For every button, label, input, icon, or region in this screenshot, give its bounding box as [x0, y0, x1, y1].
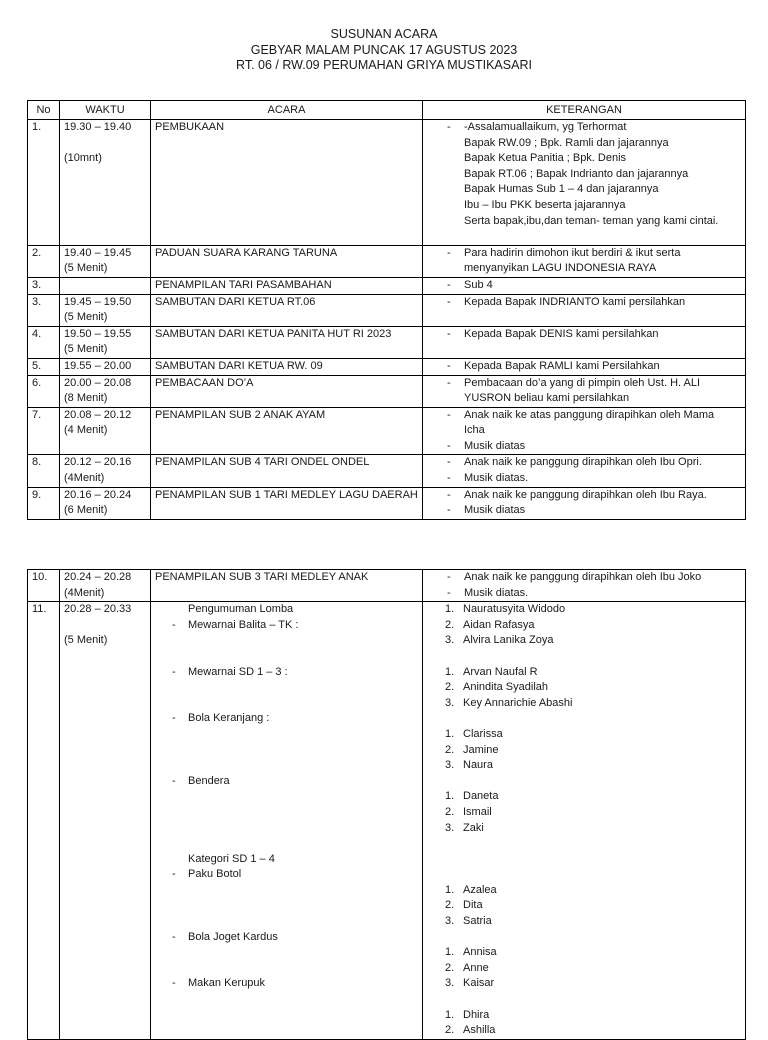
- table-row: [28, 294, 746, 326]
- cell-acara-item: [155, 789, 422, 805]
- table-row: [28, 455, 746, 487]
- list-text: Anak naik ke panggung dirapihkan oleh Ibu Opri.: [464, 456, 702, 469]
- cell-no-text: 6.: [32, 376, 42, 389]
- cell-no-text: 1.: [32, 121, 42, 133]
- cell-acara: [151, 570, 423, 602]
- title-line-2: GEBYAR MALAM PUNCAK 17 AGUSTUS 2023: [250, 42, 518, 57]
- cell-waktu-line: [64, 618, 150, 634]
- list-text: Musik diatas: [464, 439, 526, 452]
- list-marker: 2.: [445, 805, 455, 818]
- table-body-1: [28, 120, 746, 520]
- list-text: Satria: [463, 915, 492, 928]
- cell-keterangan-item: [427, 586, 745, 602]
- table-row: [28, 245, 746, 277]
- list-text: Bendera: [188, 774, 230, 787]
- cell-no: [28, 375, 60, 407]
- list-text: -Assalamuallaikum, yg Terhormat: [464, 121, 627, 133]
- list-marker: -: [172, 868, 176, 881]
- list-text: Jamine: [463, 743, 499, 756]
- cell-acara: [151, 375, 423, 407]
- table-row: [28, 602, 746, 1040]
- list-marker: -: [447, 456, 451, 469]
- cell-no-text: 8.: [32, 456, 42, 469]
- list-text: Mewarnai SD 1 – 3 :: [188, 665, 288, 678]
- cell-keterangan-item: [427, 867, 745, 883]
- cell-waktu: [60, 326, 151, 358]
- cell-no: [28, 407, 60, 455]
- list-text: Anindita Syadilah: [463, 681, 549, 694]
- cell-acara-text: PENAMPILAN SUB 1 TARI MEDLEY LAGU DAERAH: [155, 488, 418, 501]
- cell-acara-item: [155, 680, 422, 696]
- cell-keterangan-item: [427, 229, 745, 245]
- cell-no-text: 2.: [32, 246, 42, 259]
- list-text: Azalea: [463, 883, 497, 896]
- cell-waktu-line: (5 Menit): [64, 343, 108, 356]
- cell-acara-text: SAMBUTAN DARI KETUA RT.06: [155, 295, 316, 308]
- cell-no: [28, 245, 60, 277]
- cell-acara-item: [155, 758, 422, 774]
- list-marker: 3.: [445, 634, 455, 647]
- cell-keterangan-item: [427, 1023, 745, 1039]
- cell-acara-text: PENAMPILAN SUB 4 TARI ONDEL ONDEL: [155, 456, 370, 469]
- list-text: Musik diatas.: [464, 472, 529, 485]
- list-text: Musik diatas: [464, 504, 526, 517]
- list-marker: -: [172, 665, 176, 678]
- list-text: Arvan Naufal R: [463, 665, 538, 678]
- cell-acara-text: PENAMPILAN SUB 3 TARI MEDLEY ANAK: [155, 571, 369, 583]
- header-keterangan: KETERANGAN: [423, 101, 746, 120]
- cell-acara-item: [155, 805, 422, 821]
- cell-waktu-line: (5 Menit): [64, 311, 108, 324]
- list-text: Pengumuman Lomba: [188, 603, 294, 616]
- cell-waktu-line: 19.40 – 19.45: [64, 246, 132, 259]
- cell-keterangan: [423, 602, 746, 1040]
- cell-keterangan-item: [427, 151, 745, 167]
- cell-keterangan: [423, 570, 746, 602]
- cell-waktu: [60, 358, 151, 375]
- cell-keterangan-item: [427, 408, 745, 424]
- header-no: No: [28, 101, 60, 120]
- list-text: Sub 4: [464, 278, 493, 291]
- cell-waktu: [60, 245, 151, 277]
- cell-acara: [151, 120, 423, 246]
- cell-waktu-line: 20.08 – 20.12: [64, 408, 132, 421]
- list-text: Dita: [463, 899, 483, 912]
- cell-acara: [151, 277, 423, 294]
- cell-acara-item: [155, 602, 422, 618]
- cell-waktu: [60, 455, 151, 487]
- list-marker: 1.: [445, 1008, 455, 1021]
- list-marker: 2.: [445, 961, 455, 974]
- cell-keterangan-item: [427, 246, 745, 262]
- title-line-1: SUSUNAN ACARA: [330, 27, 438, 41]
- list-marker: 1.: [445, 946, 455, 959]
- list-text: Pembacaan do’a yang di pimpin oleh Ust. H. ALI: [464, 376, 701, 389]
- cell-keterangan-item: [427, 488, 745, 504]
- list-text: Anak naik ke panggung dirapihkan oleh Ibu Joko: [464, 571, 702, 583]
- list-text: Daneta: [463, 790, 499, 803]
- cell-acara-text: SAMBUTAN DARI KETUA PANITA HUT RI 2023: [155, 327, 392, 340]
- list-marker: 3.: [445, 696, 455, 709]
- cell-waktu-line: [64, 136, 150, 152]
- cell-waktu: [60, 277, 151, 294]
- cell-acara: [151, 358, 423, 375]
- cell-no: [28, 294, 60, 326]
- list-marker: -: [447, 246, 451, 259]
- table-row: [28, 277, 746, 294]
- table-body-2: [28, 570, 746, 1040]
- list-text: Bola Keranjang :: [188, 712, 270, 725]
- cell-keterangan: [423, 487, 746, 519]
- cell-keterangan-item: [427, 821, 745, 837]
- cell-keterangan-item: [427, 961, 745, 977]
- cell-waktu-line: [64, 278, 150, 294]
- cell-acara-item: [155, 961, 422, 977]
- list-marker: 2.: [445, 681, 455, 694]
- list-text: Bapak RW.09 ; Bpk. Ramli dan jajarannya: [464, 136, 669, 149]
- cell-keterangan-item: [427, 391, 745, 407]
- cell-keterangan-item: [427, 214, 745, 230]
- table-row: [28, 487, 746, 519]
- cell-keterangan-item: [427, 278, 745, 294]
- cell-acara-item: [155, 727, 422, 743]
- list-marker: 1.: [445, 603, 455, 616]
- cell-keterangan-item: [427, 376, 745, 392]
- cell-acara-text: PEMBACAAN DO’A: [155, 376, 254, 389]
- cell-waktu-line: 19.45 – 19.50: [64, 295, 132, 308]
- cell-acara-item: [155, 665, 422, 681]
- cell-acara-item: [155, 618, 422, 634]
- cell-waktu: [60, 120, 151, 246]
- list-marker: -: [447, 295, 451, 308]
- cell-waktu-line: 20.24 – 20.28: [64, 571, 132, 583]
- cell-keterangan-item: [427, 758, 745, 774]
- list-text: Ismail: [463, 805, 492, 818]
- cell-no-text: 11.: [32, 603, 47, 616]
- cell-keterangan-item: [427, 727, 745, 743]
- list-marker: 2.: [445, 743, 455, 756]
- list-marker: -: [447, 439, 451, 452]
- cell-keterangan-item: [427, 439, 745, 455]
- cell-keterangan: [423, 245, 746, 277]
- cell-keterangan-item: [427, 618, 745, 634]
- cell-acara: [151, 602, 423, 1040]
- list-text: Nauratusyita Widodo: [463, 603, 566, 616]
- cell-keterangan-item: [427, 182, 745, 198]
- list-marker: 3.: [445, 821, 455, 834]
- cell-acara-item: [155, 836, 422, 852]
- list-text: Makan Kerupuk: [188, 977, 266, 990]
- list-text: Paku Botol: [188, 868, 242, 881]
- cell-acara-item: [155, 774, 422, 790]
- cell-acara-item: [155, 852, 422, 868]
- cell-keterangan: [423, 455, 746, 487]
- list-text: Zaki: [463, 821, 484, 834]
- list-marker: -: [447, 488, 451, 501]
- cell-waktu-line: (10mnt): [64, 152, 102, 165]
- list-text: Anak naik ke panggung dirapihkan oleh Ibu Raya.: [464, 488, 707, 501]
- cell-acara-item: [155, 898, 422, 914]
- cell-no-text: 3.: [32, 295, 42, 308]
- cell-acara-text: SAMBUTAN DARI KETUA RW. 09: [155, 359, 323, 372]
- list-text: Clarissa: [463, 727, 503, 740]
- cell-keterangan: [423, 375, 746, 407]
- cell-keterangan-item: [427, 1008, 745, 1024]
- cell-keterangan-item: [427, 945, 745, 961]
- cell-waktu-line: 20.28 – 20.33: [64, 603, 132, 616]
- list-text: Anak naik ke atas panggung dirapihkan oleh Mama: [464, 408, 715, 421]
- cell-keterangan-item: [427, 743, 745, 759]
- cell-keterangan-item: [427, 633, 745, 649]
- cell-keterangan: [423, 326, 746, 358]
- list-marker: 1.: [445, 883, 455, 896]
- cell-waktu-line: (4 Menit): [64, 424, 108, 437]
- list-text: Icha: [464, 424, 485, 437]
- list-marker: -: [172, 618, 176, 631]
- cell-keterangan: [423, 407, 746, 455]
- cell-acara-item: [155, 649, 422, 665]
- cell-waktu: [60, 294, 151, 326]
- cell-keterangan-item: [427, 665, 745, 681]
- list-text: Key Annarichie Abashi: [463, 696, 573, 709]
- cell-no: [28, 326, 60, 358]
- cell-no-text: 5.: [32, 359, 42, 372]
- list-text: Naura: [463, 759, 493, 772]
- list-text: Kepada Bapak INDRIANTO kami persilahkan: [464, 295, 686, 308]
- cell-keterangan-item: [427, 295, 745, 311]
- list-marker: -: [447, 359, 451, 372]
- cell-keterangan-item: [427, 883, 745, 899]
- list-marker: -: [172, 712, 176, 725]
- cell-no: [28, 455, 60, 487]
- cell-keterangan-item: [427, 423, 745, 439]
- list-marker: -: [447, 472, 451, 485]
- list-marker: 1.: [445, 790, 455, 803]
- table-row: [28, 570, 746, 602]
- list-text: Kategori SD 1 – 4: [188, 852, 275, 865]
- cell-acara: [151, 487, 423, 519]
- list-marker: 3.: [445, 759, 455, 772]
- list-text: Bola Joget Kardus: [188, 930, 278, 943]
- cell-no-text: 4.: [32, 327, 42, 340]
- cell-keterangan-item: [427, 261, 745, 277]
- cell-keterangan-item: [427, 120, 745, 136]
- cell-keterangan-item: [427, 198, 745, 214]
- cell-no-text: 7.: [32, 408, 42, 421]
- cell-acara: [151, 294, 423, 326]
- cell-keterangan-item: [427, 471, 745, 487]
- list-marker: -: [447, 571, 451, 583]
- cell-acara: [151, 407, 423, 455]
- cell-keterangan-item: [427, 774, 745, 790]
- cell-keterangan-item: [427, 602, 745, 618]
- list-marker: 2.: [445, 618, 455, 631]
- cell-acara-item: [155, 743, 422, 759]
- cell-waktu-line: 19.55 – 20.00: [64, 359, 132, 372]
- list-text: Aidan Rafasya: [463, 618, 535, 631]
- cell-waktu-line: (4Menit): [64, 586, 105, 599]
- list-text: Mewarnai Balita – TK :: [188, 618, 299, 631]
- cell-acara-text: PENAMPILAN SUB 2 ANAK AYAM: [155, 408, 326, 421]
- cell-no-text: 10.: [32, 571, 48, 583]
- cell-acara-item: [155, 696, 422, 712]
- cell-keterangan-item: [427, 167, 745, 183]
- cell-keterangan: [423, 294, 746, 326]
- list-text: Musik diatas.: [464, 586, 529, 599]
- cell-acara-text: PENAMPILAN TARI PASAMBAHAN: [155, 278, 332, 291]
- document-title: [0, 27, 768, 74]
- cell-keterangan-item: [427, 359, 745, 375]
- cell-keterangan-item: [427, 852, 745, 868]
- cell-no: [28, 487, 60, 519]
- cell-waktu: [60, 487, 151, 519]
- cell-acara-text: PEMBUKAAN: [155, 121, 225, 133]
- cell-keterangan: [423, 358, 746, 375]
- list-text: Serta bapak,ibu,dan teman- teman yang kami cintai.: [464, 214, 719, 227]
- cell-waktu-line: (8 Menit): [64, 392, 108, 405]
- list-text: Para hadirin dimohon ikut berdiri & ikut serta: [464, 246, 681, 259]
- cell-keterangan-item: [427, 327, 745, 343]
- cell-no: [28, 570, 60, 602]
- cell-acara-item: [155, 992, 422, 1008]
- cell-waktu: [60, 407, 151, 455]
- table-row: [28, 375, 746, 407]
- cell-keterangan-item: [427, 976, 745, 992]
- list-marker: -: [447, 121, 451, 133]
- cell-keterangan-item: [427, 898, 745, 914]
- table-header-row: [28, 101, 746, 120]
- title-line-3: RT. 06 / RW.09 PERUMAHAN GRIYA MUSTIKASARI: [236, 58, 532, 72]
- list-marker: -: [172, 977, 176, 990]
- cell-acara: [151, 455, 423, 487]
- cell-waktu: [60, 375, 151, 407]
- cell-acara-item: [155, 1008, 422, 1024]
- list-marker: -: [447, 327, 451, 340]
- cell-no: [28, 358, 60, 375]
- cell-no-text: 9.: [32, 488, 42, 501]
- list-marker: 1.: [445, 665, 455, 678]
- cell-no: [28, 602, 60, 1040]
- cell-acara-item: [155, 867, 422, 883]
- cell-keterangan-item: [427, 930, 745, 946]
- list-marker: -: [172, 774, 176, 787]
- cell-waktu-line: 19.30 – 19.40: [64, 121, 132, 133]
- cell-keterangan-item: [427, 805, 745, 821]
- cell-acara-text: PADUAN SUARA KARANG TARUNA: [155, 246, 338, 259]
- list-text: Bapak Ketua Panitia ; Bpk. Denis: [464, 152, 627, 165]
- list-marker: 2.: [445, 1024, 455, 1037]
- cell-acara-item: [155, 914, 422, 930]
- list-text: Dhira: [463, 1008, 490, 1021]
- header-acara: ACARA: [151, 101, 423, 120]
- list-text: Kepada Bapak DENIS kami persilahkan: [464, 327, 659, 340]
- header-waktu: WAKTU: [60, 101, 151, 120]
- cell-acara-item: [155, 821, 422, 837]
- cell-keterangan-item: [427, 680, 745, 696]
- cell-keterangan-item: [427, 711, 745, 727]
- cell-waktu-line: (6 Menit): [64, 504, 108, 517]
- cell-acara: [151, 326, 423, 358]
- cell-waktu-line: 20.00 – 20.08: [64, 376, 132, 389]
- list-text: menyanyikan LAGU INDONESIA RAYA: [464, 262, 657, 275]
- cell-keterangan-item: [427, 992, 745, 1008]
- cell-waktu-line: (5 Menit): [64, 634, 108, 647]
- cell-keterangan-item: [427, 914, 745, 930]
- cell-waktu-line: 20.16 – 20.24: [64, 488, 132, 501]
- list-text: Bapak RT.06 ; Bapak Indrianto dan jajarannya: [464, 167, 689, 180]
- cell-acara-item: [155, 711, 422, 727]
- list-marker: -: [447, 278, 451, 291]
- list-text: YUSRON beliau kami persilahkan: [464, 392, 630, 405]
- table-row: [28, 358, 746, 375]
- list-marker: 1.: [445, 727, 455, 740]
- cell-acara-item: [155, 633, 422, 649]
- list-marker: 2.: [445, 899, 455, 912]
- cell-keterangan-item: [427, 836, 745, 852]
- cell-keterangan-item: [427, 696, 745, 712]
- list-marker: -: [447, 408, 451, 421]
- schedule-table-1: [27, 100, 746, 520]
- cell-waktu-line: (5 Menit): [64, 262, 108, 275]
- list-marker: -: [447, 376, 451, 389]
- cell-waktu: [60, 570, 151, 602]
- table-row: [28, 326, 746, 358]
- list-text: Kaisar: [463, 977, 495, 990]
- cell-keterangan-item: [427, 570, 745, 586]
- cell-no: [28, 277, 60, 294]
- cell-acara-item: [155, 945, 422, 961]
- table-row: [28, 120, 746, 246]
- cell-acara-item: [155, 976, 422, 992]
- list-text: Annisa: [463, 946, 497, 959]
- cell-no: [28, 120, 60, 246]
- cell-keterangan-item: [427, 455, 745, 471]
- table-row: [28, 407, 746, 455]
- cell-keterangan-item: [427, 503, 745, 519]
- cell-keterangan: [423, 277, 746, 294]
- list-marker: 3.: [445, 915, 455, 928]
- cell-acara-item: [155, 883, 422, 899]
- schedule-table-2: [27, 569, 746, 1040]
- cell-acara-item: [155, 930, 422, 946]
- cell-waktu-line: 19.50 – 19.55: [64, 327, 132, 340]
- list-marker: 3.: [445, 977, 455, 990]
- cell-keterangan-item: [427, 649, 745, 665]
- cell-keterangan: [423, 120, 746, 246]
- cell-keterangan-item: [427, 789, 745, 805]
- list-text: Ibu – Ibu PKK beserta jajarannya: [464, 198, 626, 211]
- cell-no-text: 3.: [32, 278, 42, 291]
- list-marker: -: [447, 586, 451, 599]
- list-text: Kepada Bapak RAMLI kami Persilahkan: [464, 359, 660, 372]
- list-marker: -: [172, 930, 176, 943]
- cell-acara: [151, 245, 423, 277]
- cell-waktu: [60, 602, 151, 1040]
- list-text: Alvira Lanika Zoya: [463, 634, 554, 647]
- cell-keterangan-item: [427, 136, 745, 152]
- list-text: Bapak Humas Sub 1 – 4 dan jajarannya: [464, 183, 659, 196]
- list-text: Anne: [463, 961, 489, 974]
- cell-waktu-line: (4Menit): [64, 472, 105, 485]
- list-text: Ashilla: [463, 1024, 496, 1037]
- cell-waktu-line: 20.12 – 20.16: [64, 456, 132, 469]
- list-marker: -: [447, 504, 451, 517]
